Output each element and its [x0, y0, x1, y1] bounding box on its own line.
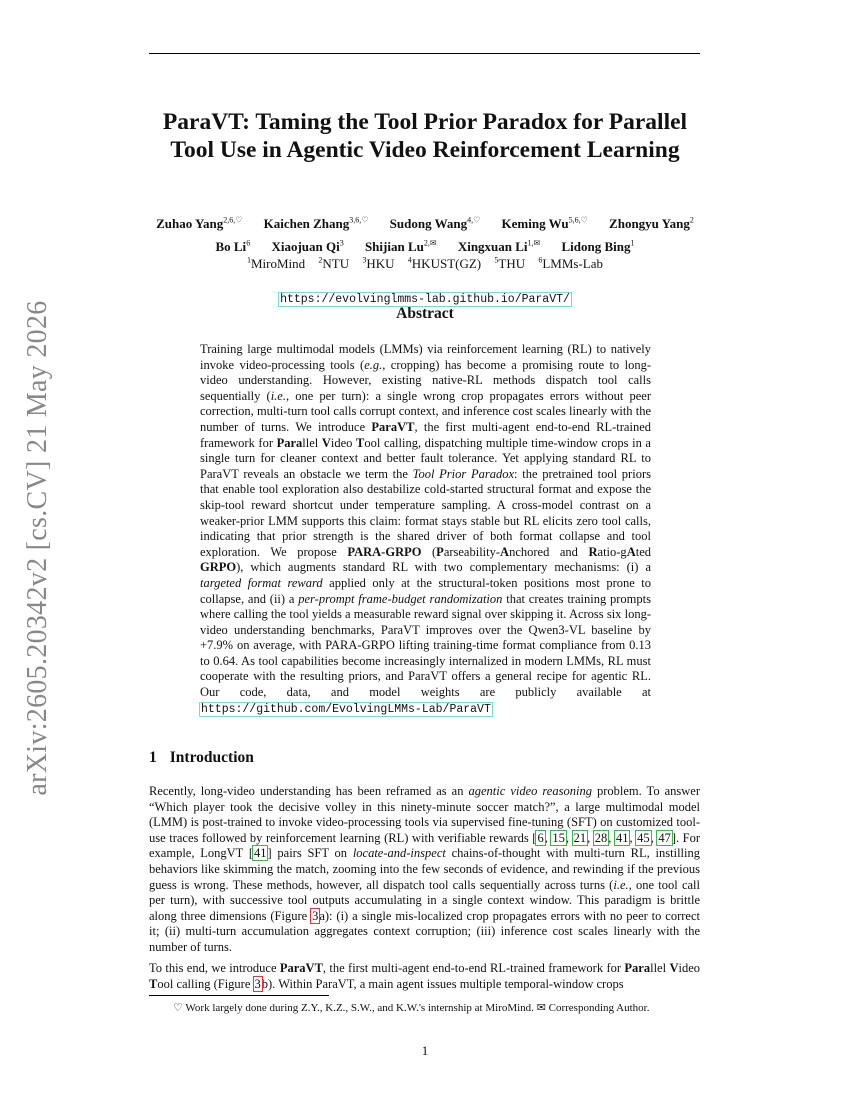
intro-paragraph-1: Recently, long-video understanding has been reframed as an agentic video reasoning problem. To answer “Which player took the decisive volley in this ninety-minute soccer match?”, a large multimodal model (LMM) is post-trained to invoke video-processing tools via supervised fine-tuning (SFT) on customized tool-use traces followed by reinforcement learning (RL) with verifiable rewards [6, 15, 21, 28, 41, 45, 47]. For example, LongVT [41] pairs SFT on locate-and-inspect chains-of-thought with multi-turn RL, instilling behaviors like skimming the match, zooming into the few seconds of evidence, and rewinding if the previous guess is wrong. These methods, however, all dispatch tool calls sequentially across turns (i.e., one tool call per turn), with successive tool outputs accumulating in a single context window. This paradigm is brittle along three dimensions (Figure 3a): (i) a single mis-localized crop propagates errors with no peer to correct it; (ii) multi-turn accumulation aggregates context corruption; (iii) inference cost scales linearly with the number of turns.	[149, 784, 701, 954]
section-title: Introduction	[169, 749, 254, 766]
title-line-1: ParaVT: Taming the Tool Prior Paradox for Parallel	[162, 109, 688, 135]
author: Zuhao Yang$^{2,6,♡}$	[156, 216, 243, 232]
arxiv-identifier: arXiv:2605.20342v2 [cs.CV] 21 May 2026	[22, 300, 53, 796]
affiliations	[100, 256, 750, 272]
citation-link[interactable]: 21	[573, 830, 587, 845]
author: Xiaojuan Qi$^3$	[271, 238, 344, 254]
author: Bo Li$^6$	[215, 238, 251, 254]
affiliation: $^3$HKU	[362, 256, 395, 272]
affiliation: $^5$THU	[494, 256, 526, 272]
figure-ref-link[interactable]: 3	[312, 908, 319, 923]
footnote: ♡ Work largely done during Z.Y., K.Z., S.W., and K.W.'s internship at MiroMind. ✉ Corresponding Author.	[173, 1002, 650, 1014]
affiliation: $^2$NTU	[318, 256, 350, 272]
citation-link[interactable]: 45	[637, 830, 650, 845]
intro-paragraph-2: To this end, we introduce ParaVT, the first multi-agent end-to-end RL-trained framework for Parallel Video Tool calling (Figure 3b). Within ParaVT, a main agent issues multiple temporal-window crops	[149, 961, 700, 991]
author: Lidong Bing$^1$	[561, 238, 635, 254]
citation-link[interactable]: 47	[658, 830, 671, 845]
abstract-heading: Abstract	[396, 305, 454, 322]
author: Xingxuan $Li^{1,✉}$	[457, 238, 541, 254]
section-heading-introduction	[149, 749, 254, 767]
top-rule	[149, 53, 700, 54]
author-line-1	[100, 211, 750, 233]
footnote-rule	[149, 995, 329, 996]
author: Shijian $Lu^{2,✉}$	[364, 238, 437, 254]
author: Zhongyu Yang$^2$	[609, 216, 694, 232]
citation-link[interactable]: 6	[537, 830, 544, 845]
project-url-link[interactable]: https://evolvinglmms-lab.github.io/ParaVT/	[280, 293, 570, 306]
author: Keming $Wu^{5,6,♡}$	[501, 216, 588, 232]
affiliation: $^1$MiroMind	[246, 256, 306, 272]
code-url-link[interactable]: https://github.com/EvolvingLMMs-Lab/ParaVT	[201, 702, 491, 716]
title-line-2: Tool Use in Agentic Video Reinforcement Learning	[170, 137, 680, 163]
author: Sudong Wang$^{4,♡}$	[389, 216, 481, 232]
paper-title	[100, 108, 750, 164]
author-list	[100, 211, 750, 256]
citation-link[interactable]: 15	[552, 830, 565, 845]
page-number: 1	[421, 1043, 429, 1058]
author: Kaichen Zhang$^{3,6,♡}$	[263, 216, 369, 232]
citation-link[interactable]: 28	[594, 830, 608, 845]
section-number: 1	[149, 749, 157, 766]
abstract-text: Training large multimodal models (LMMs) via reinforcement learning (RL) to natively invoke video-processing tools (e.g., cropping) has become a promising route to long-video understanding. However, existing native-RL methods dispatch tool calls sequentially (i.e., one per turn): a single wrong crop propagates errors without peer correction, multi-turn tool calls corrupt context, and inference cost scales linearly with the number of turns. We introduce ParaVT, the first multi-agent end-to-end RL-trained framework for Parallel Video Tool calling, dispatching multiple time-window crops in a single turn for cleaner context and better fault tolerance. Yet applying standard RL to ParaVT reveals an obstacle we term the Tool Prior Paradox: the pretrained tool priors that enable tool exploration also destabilize cold-started structural format and expose the skip-tool reward shortcut under temperature sampling. A cross-model contrast on a weaker-prior LMM supports this claim: format stays stable but RL elicits zero tool calls, indicating that prior strength is the shared driver of both format collapse and tool exploration. We propose PARA-GRPO (Parseability-Anchored and Ratio-gAted GRPO), which augments standard RL with two complementary mechanisms: (i) a targeted format reward applied only at the structural-token positions most prone to collapse, and (ii) a per-prompt frame-budget randomization that creates training prompts where calling the tool yields a measurable reward signal over skipping it. Across six long-video understanding benchmarks, ParaVT improves over the Qwen3-VL baseline by +7.9% on average, with PARA-GRPO lifting training-time format compliance from 0.13 to 0.64. As tool capabilities become increasingly internalized in modern LMMs, RL must cooperate with the resulting priors, and ParaVT offers a general recipe for agentic RL. Our code, data, and model weights are publicly available at https://github.com/EvolvingLMMs-Lab/ParaVT	[200, 342, 652, 716]
citation-link[interactable]: 41	[253, 846, 267, 861]
affiliation: $^6$LMMs-Lab	[538, 256, 604, 272]
author-line-2	[100, 233, 750, 255]
figure-ref-link[interactable]: 3	[254, 976, 261, 991]
affiliation: $^4$HKUST(GZ)	[407, 256, 482, 272]
citation-link[interactable]: 41	[615, 830, 629, 845]
